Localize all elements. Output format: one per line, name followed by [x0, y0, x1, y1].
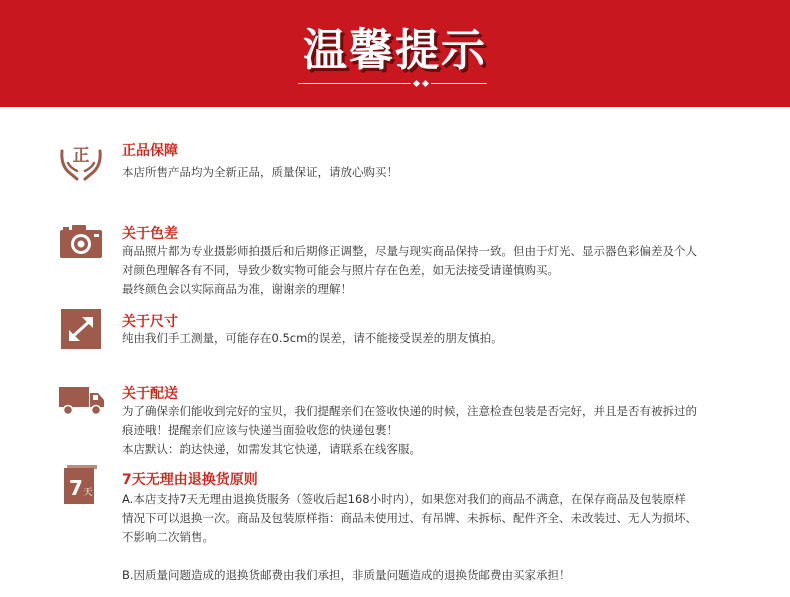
hands-holding-zheng-icon [58, 142, 104, 182]
header-banner [0, 0, 790, 107]
camera-icon [58, 222, 104, 262]
body-line: 商品照片都为专业摄影师拍摄后和后期修正调整，尽量与现实商品保持一致。但由于灯光、显示器色彩偏差及个人 [122, 244, 697, 258]
banner-divider-left [298, 83, 411, 84]
seven-day-return-icon [60, 464, 100, 506]
body-line: 对颜色理解各有不同，导致少数实物可能会与照片存在色差，如无法接受请谨慎购买。 [122, 263, 559, 277]
resize-arrow-icon [58, 309, 104, 349]
day-glyph: 天 [83, 488, 93, 498]
body-line: 纯由我们手工测量，可能存在0.5cm的误差，请不能接受误差的朋友慎拍。 [122, 331, 503, 345]
banner-diamond-1 [413, 80, 420, 87]
body-line: 本店默认：韵达快递，如需发其它快递，请联系在线客服。 [122, 442, 421, 456]
section-body [122, 329, 752, 348]
section-body [122, 490, 752, 585]
body-line: 最终颜色会以实际商品为准，谢谢亲的理解！ [122, 282, 352, 296]
section-title: 7天无理由退换货原则 [122, 472, 258, 488]
banner-divider-right [431, 83, 487, 84]
delivery-truck-icon [58, 380, 106, 420]
body-line: 情况下可以退换一次。商品及包装原样指：商品未使用过、有吊牌、未拆标、配件齐全、未改装过、无人为损坏、 [122, 511, 697, 525]
section-body [122, 163, 752, 182]
body-line: A.本店支持7天无理由退换货服务（签收后起168小时内），如果您对我们的商品不满意，在保存商品及包装原样 [122, 492, 686, 506]
body-line: 痕迹哦！提醒亲们应该与快递当面验收您的快递包裹！ [122, 423, 398, 437]
page-title: 温馨提示 [303, 25, 487, 76]
section-title: 关于尺寸 [122, 314, 178, 330]
body-line: 不影响二次销售。 [122, 530, 214, 544]
body-line: 为了确保亲们能收到完好的宝贝，我们提醒亲们在签收快递的时候，注意检查包装是否完好，并且是否有被拆过的 [122, 404, 697, 418]
body-note: B.因质量问题造成的退换货邮费由我们承担，非质量问题造成的退换货邮费由买家承担！ [122, 568, 571, 582]
section-body [122, 402, 752, 459]
section-title: 关于色差 [122, 226, 178, 242]
section-title: 关于配送 [122, 386, 178, 402]
body-line: 本店所售产品均为全新正品，质量保证，请放心购买！ [122, 165, 398, 179]
zheng-glyph: 正 [72, 146, 90, 166]
section-body [122, 242, 752, 299]
seven-glyph: 7 [69, 476, 83, 500]
banner-diamond-2 [422, 80, 429, 87]
section-title: 正品保障 [122, 143, 178, 159]
